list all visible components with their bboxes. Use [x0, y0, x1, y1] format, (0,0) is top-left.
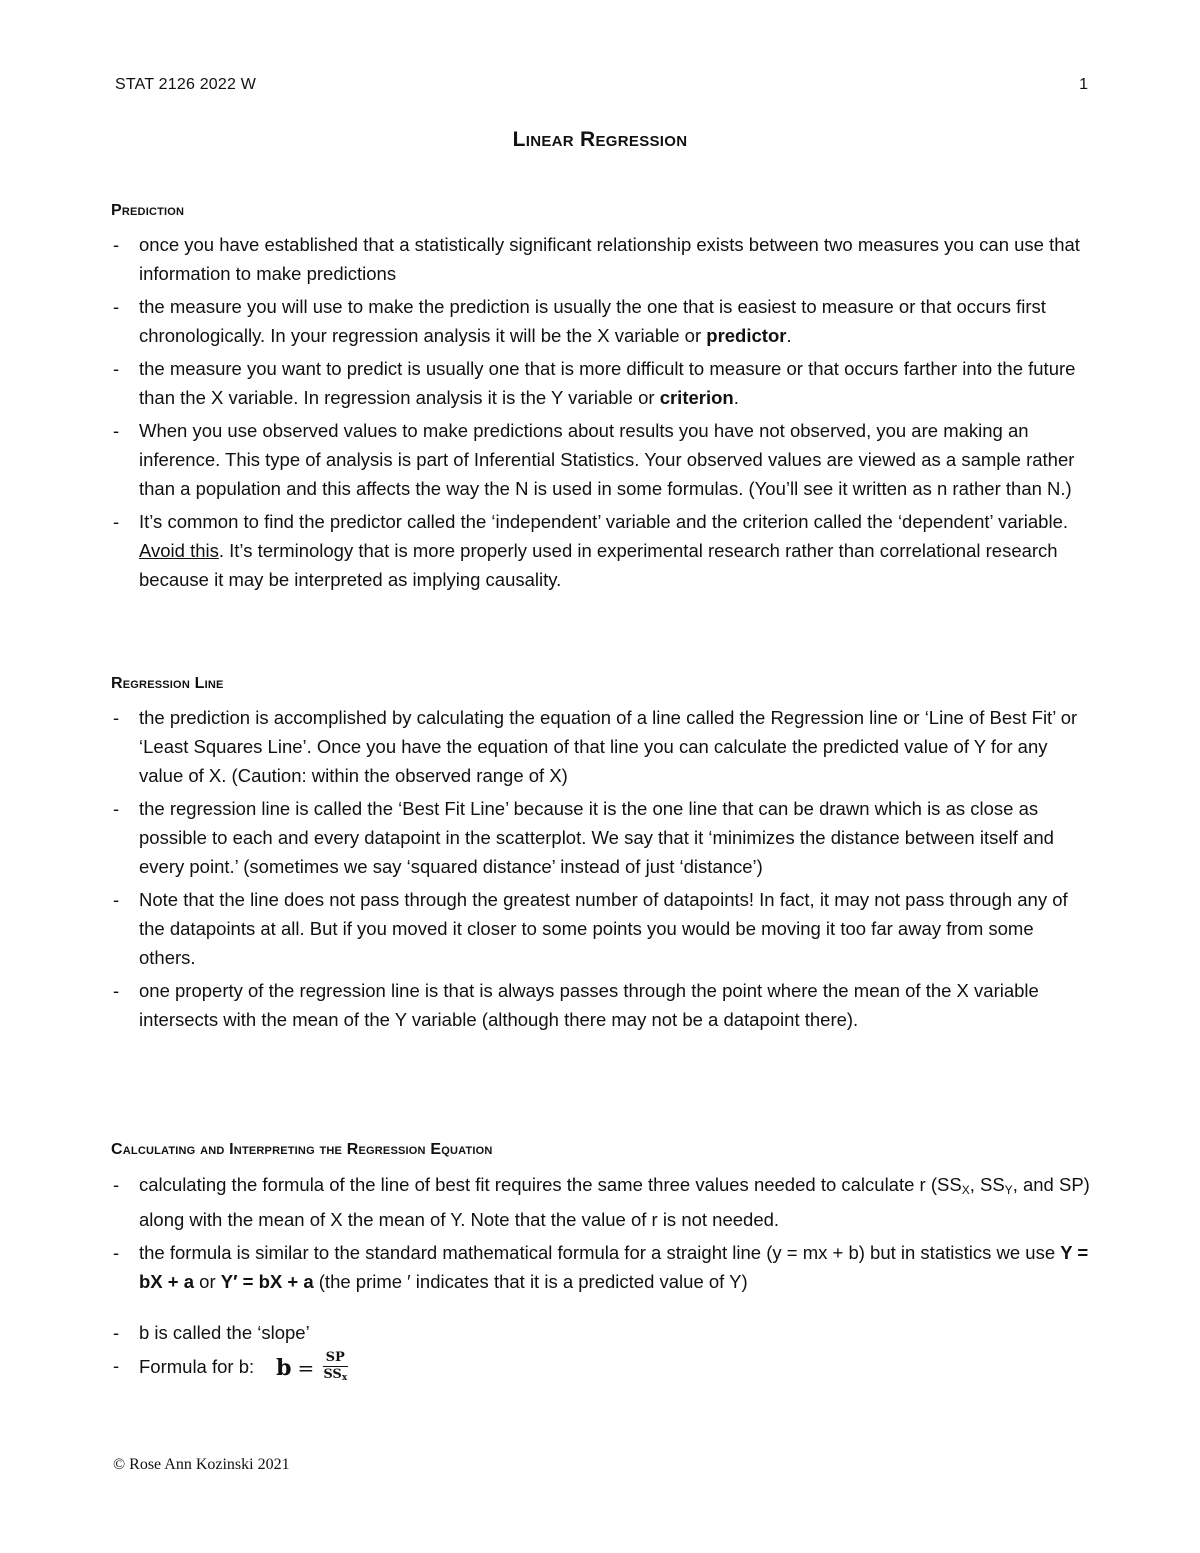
slope-formula: b = $\frac{SP}{\text{SSx}}$ — [276, 1351, 350, 1385]
formula-numerator: SP — [323, 1351, 348, 1367]
calculating-list — [111, 1170, 1091, 1389]
copyright-footer: © Rose Ann Kozinski 2021 — [113, 1456, 290, 1473]
list-item: - once you have established that a statistically significant relationship exists between two measures you can use that information to make predictions — [111, 230, 1091, 288]
formula-fraction — [320, 1351, 350, 1385]
list-item: - Formula for b: b = $\frac{SP}{\text{SSx}}$ — [111, 1351, 1091, 1385]
list-item: - b is called the ‘slope’ — [111, 1318, 1091, 1347]
formula-denominator: SSx — [323, 1367, 348, 1383]
avoid-this-emphasis: Avoid this — [139, 540, 219, 561]
list-item: - the measure you want to predict is usually one that is more difficult to measure or that occurs farther into the future than the X variable. In regression analysis it is the Y variable or criterion. — [111, 354, 1091, 412]
term-criterion: criterion — [659, 387, 734, 408]
prediction-list — [111, 230, 1091, 598]
list-item: - the regression line is called the ‘Best Fit Line’ because it is the one line that can be drawn which is as close as possible to each and every datapoint in the scatterplot. We say that it ‘minimizes the distance between itself and every point.’ (sometimes we say ‘squared distance’ instead of just ‘distance’) — [111, 794, 1091, 881]
list-item: - the formula is similar to the standard mathematical formula for a straight line (y = mx + b) but in statistics we use Y = bX + a or Y′ = bX + a (the prime ′ indicates that it is a predicted value of Y) — [111, 1238, 1091, 1296]
course-header: STAT 2126 2022 W — [115, 76, 257, 93]
regression-line-list — [111, 703, 1091, 1038]
predicted-regression-equation: Y′ = bX + a — [220, 1271, 314, 1292]
section-heading-calculating: Calculating and Interpreting the Regression Equation — [111, 1141, 493, 1158]
list-item: - calculating the formula of the line of best fit requires the same three values needed to calculate r ($SS_X$, $SS_Y$, and SP) along with the mean of X the mean of Y. Note that the value of r is not needed. — [111, 1170, 1091, 1234]
list-item: - Note that the line does not pass through the greatest number of datapoints! In fact, it may not pass through any of the datapoints at all. But if you moved it closer to some points you would be moving it too far away from some others. — [111, 885, 1091, 972]
list-item: - the prediction is accomplished by calculating the equation of a line called the Regression line or ‘Line of Best Fit’ or ‘Least Squares Line’. Once you have the equation of that line you can calculate the predicted value of Y for any value of X. (Caution: within the observed range of X) — [111, 703, 1091, 790]
page-number: 1 — [1079, 76, 1088, 93]
section-heading-prediction: Prediction — [111, 202, 185, 219]
list-item: - the measure you will use to make the prediction is usually the one that is easiest to measure or that occurs first chronologically. In your regression analysis it will be the X variable or predictor. — [111, 292, 1091, 350]
section-heading-regression-line: Regression Line — [111, 675, 224, 692]
regression-equation: Y = bX + a — [139, 1242, 1089, 1292]
list-item: - It’s common to find the predictor called the ‘independent’ variable and the criterion called the ‘dependent’ variable. Avoid this. It’s terminology that is more properly used in experimental research rather than correlational research because it may be interpreted as implying causality. — [111, 507, 1091, 594]
document-title: Linear Regression — [512, 128, 688, 151]
term-predictor: predictor — [706, 325, 787, 346]
list-item: - one property of the regression line is that is always passes through the point where the mean of the X variable intersects with the mean of the Y variable (although there may not be a datapoint there). — [111, 976, 1091, 1034]
list-item: - When you use observed values to make predictions about results you have not observed, you are making an inference. This type of analysis is part of Inferential Statistics. Your observed values are viewed as a sample rather than a population and this affects the way the N is used in some formulas. (You’ll see it written as n rather than N.) — [111, 416, 1091, 503]
